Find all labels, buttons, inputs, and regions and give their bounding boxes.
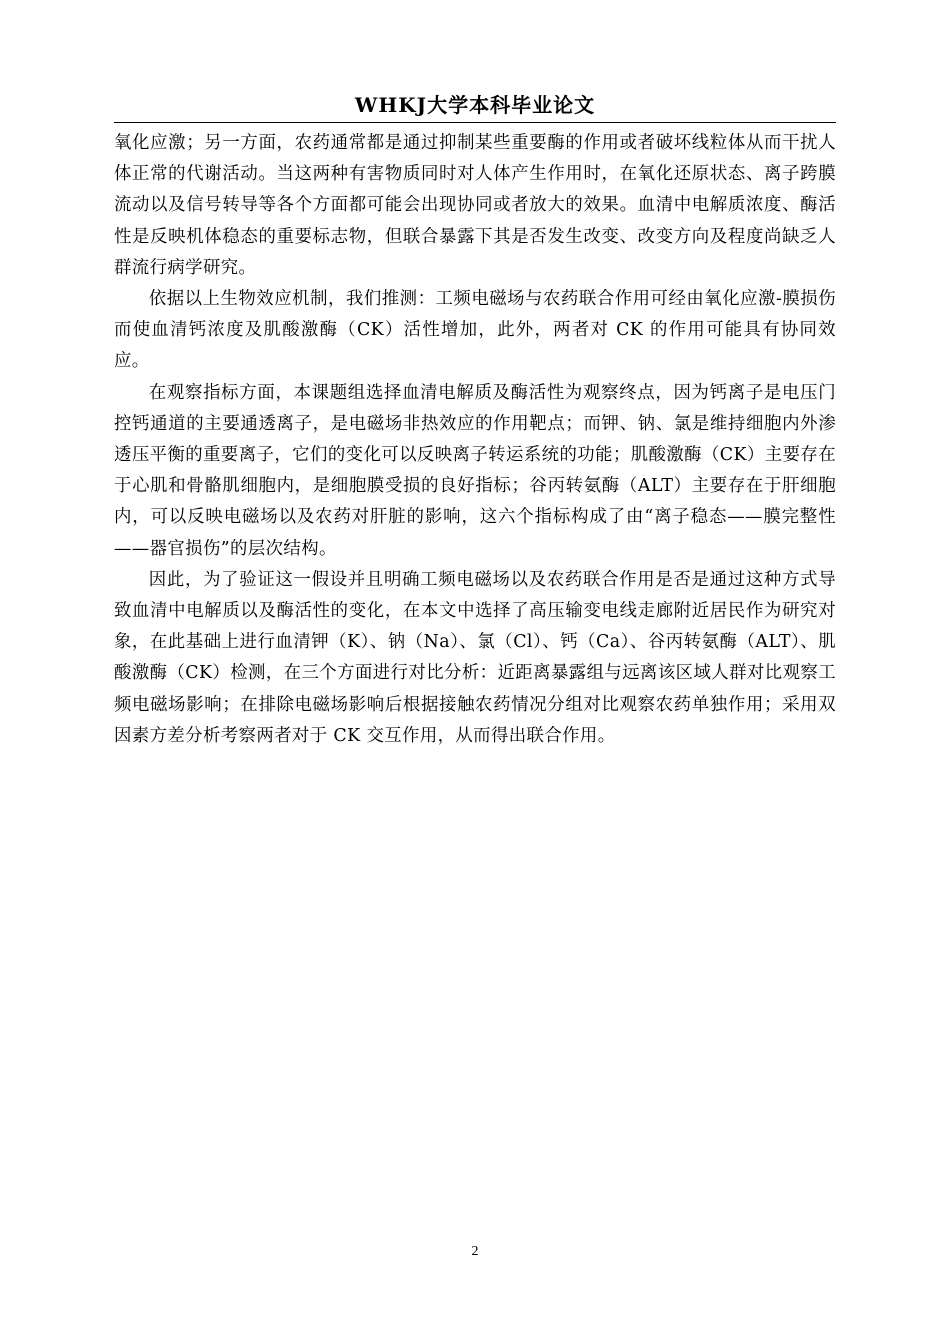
paragraph-indicators: 在观察指标方面，本课题组选择血清电解质及酶活性为观察终点，因为钙离子是电压门控钙通道的主要通透离子，是电磁场非热效应的作用靶点；而钾、钠、氯是维持细胞内外渗透压平衡的重要离子，它们的变化可以反映离子转运系统的功能；肌酸激酶（CK）主要存在于心肌和骨骼肌细胞内，是细胞膜受损的良好指标；谷丙转氨酶（ALT）主要存在于肝细胞内，可以反映电磁场以及农药对肝脏的影响，这六个指标构成了由“离子稳态——膜完整性——器官损伤”的层次结构。 [114, 382, 836, 559]
body-text [114, 128, 836, 752]
page-header-title: WHKJ大学本科毕业论文 [354, 93, 596, 117]
paragraph-hypothesis: 依据以上生物效应机制，我们推测：工频电磁场与农药联合作用可经由氧化应激-膜损伤而使血清钙浓度及肌酸激酶（CK）活性增加，此外，两者对 CK 的作用可能具有协同效应。 [114, 289, 836, 372]
page-number: 2 [471, 1244, 479, 1259]
paragraph-continuation: 氧化应激；另一方面，农药通常都是通过抑制某些重要酶的作用或者破坏线粒体从而干扰人体正常的代谢活动。当这两种有害物质同时对人体产生作用时，在氧化还原状态、离子跨膜流动以及信号转导等各个方面都可能会出现协同或者放大的效果。血清中电解质浓度、酶活性是反映机体稳态的重要标志物，但联合暴露下其是否发生改变、改变方向及程度尚缺乏人群流行病学研究。 [114, 133, 836, 278]
paragraph-study-design: 因此，为了验证这一假设并且明确工频电磁场以及农药联合作用是否是通过这种方式导致血清中电解质以及酶活性的变化，在本文中选择了高压输变电线走廊附近居民作为研究对象，在此基础上进行血清钾（K）、钠（Na）、氯（Cl）、钙（Ca）、谷丙转氨酶（ALT）、肌酸激酶（CK）检测，在三个方面进行对比分析：近距离暴露组与远离该区域人群对比观察工频电磁场影响；在排除电磁场影响后根据接触农药情况分组对比观察农药单独作用；采用双因素方差分析考察两者对于 CK 交互作用，从而得出联合作用。 [114, 569, 836, 746]
header-divider [114, 122, 836, 123]
